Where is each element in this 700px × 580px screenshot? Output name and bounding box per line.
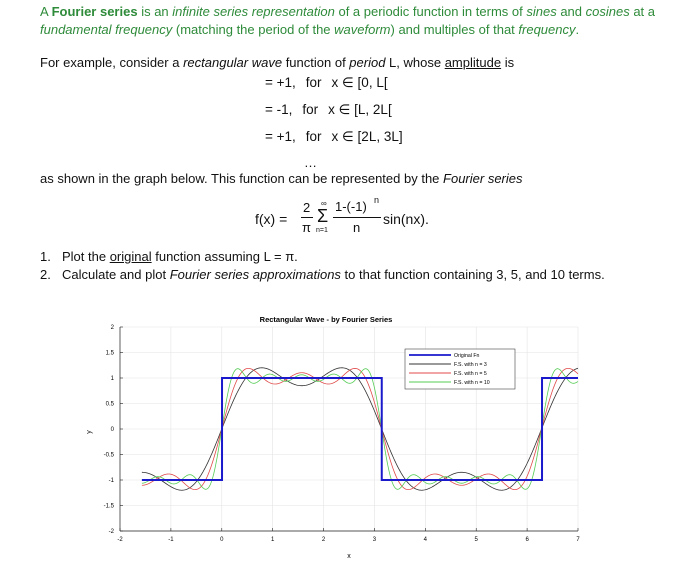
x-axis-label: x <box>347 553 351 560</box>
y-axis-label: y <box>86 430 93 434</box>
fourier-formula: f(x) = 2 π ∞ Σ n=1 1-(-1) n n sin(nx). <box>255 195 429 235</box>
legend-label: F.S. with n = 3 <box>454 362 487 368</box>
x-tick-label: 2 <box>321 537 326 543</box>
x-tick-label: 6 <box>525 537 529 543</box>
example-paragraph: For example, consider a rectangular wave function of period L, whose amplitude is <box>40 55 515 70</box>
x-tick-label: -2 <box>117 537 123 543</box>
y-tick-label: -1 <box>108 478 114 484</box>
y-tick-label: -1.5 <box>103 503 114 510</box>
piecewise-row: = -1, for x ∈ [L, 2L[ <box>265 102 392 117</box>
y-tick-label: 1.5 <box>105 350 114 357</box>
y-tick-label: -0.5 <box>103 452 114 459</box>
y-tick-label: 0 <box>110 427 114 433</box>
y-tick-label: 2 <box>110 325 114 331</box>
x-tick-label: -1 <box>168 537 174 543</box>
ellipsis: … <box>304 155 317 170</box>
shown-paragraph: as shown in the graph below. This function can be represented by the Fourier series <box>40 171 523 186</box>
legend-label: F.S. with n = 10 <box>454 380 490 386</box>
list-item: 2. Calculate and plot Fourier series approximations to that function containing 3, 5, and 10 terms. <box>40 267 605 282</box>
piecewise-row: = +1, for x ∈ [2L, 3L] <box>265 129 403 144</box>
intro-paragraph: A Fourier series is an infinite series representation of a periodic function in terms of sines and cosines at a fundamental frequency (matching the period of the waveform) and multiples of that frequency. <box>40 4 655 37</box>
y-tick-label: 0.5 <box>105 401 114 408</box>
chart-title: Rectangular Wave - by Fourier Series <box>259 315 393 324</box>
list-item: 1. Plot the original function assuming L = π. <box>40 249 298 264</box>
x-tick-label: 4 <box>423 537 428 543</box>
intro-bold-term: Fourier series <box>51 4 138 19</box>
x-tick-label: 1 <box>270 537 275 543</box>
x-tick-label: 0 <box>220 537 224 543</box>
x-tick-label: 3 <box>372 537 377 543</box>
y-tick-label: -2 <box>108 529 114 535</box>
y-tick-label: 1 <box>110 376 114 382</box>
legend-label: Original Fn <box>454 353 480 359</box>
x-tick-label: 5 <box>474 537 478 543</box>
x-tick-label: 7 <box>576 537 580 543</box>
piecewise-row: = +1, for x ∈ [0, L[ <box>265 75 388 90</box>
legend-label: F.S. with n = 5 <box>454 371 487 377</box>
